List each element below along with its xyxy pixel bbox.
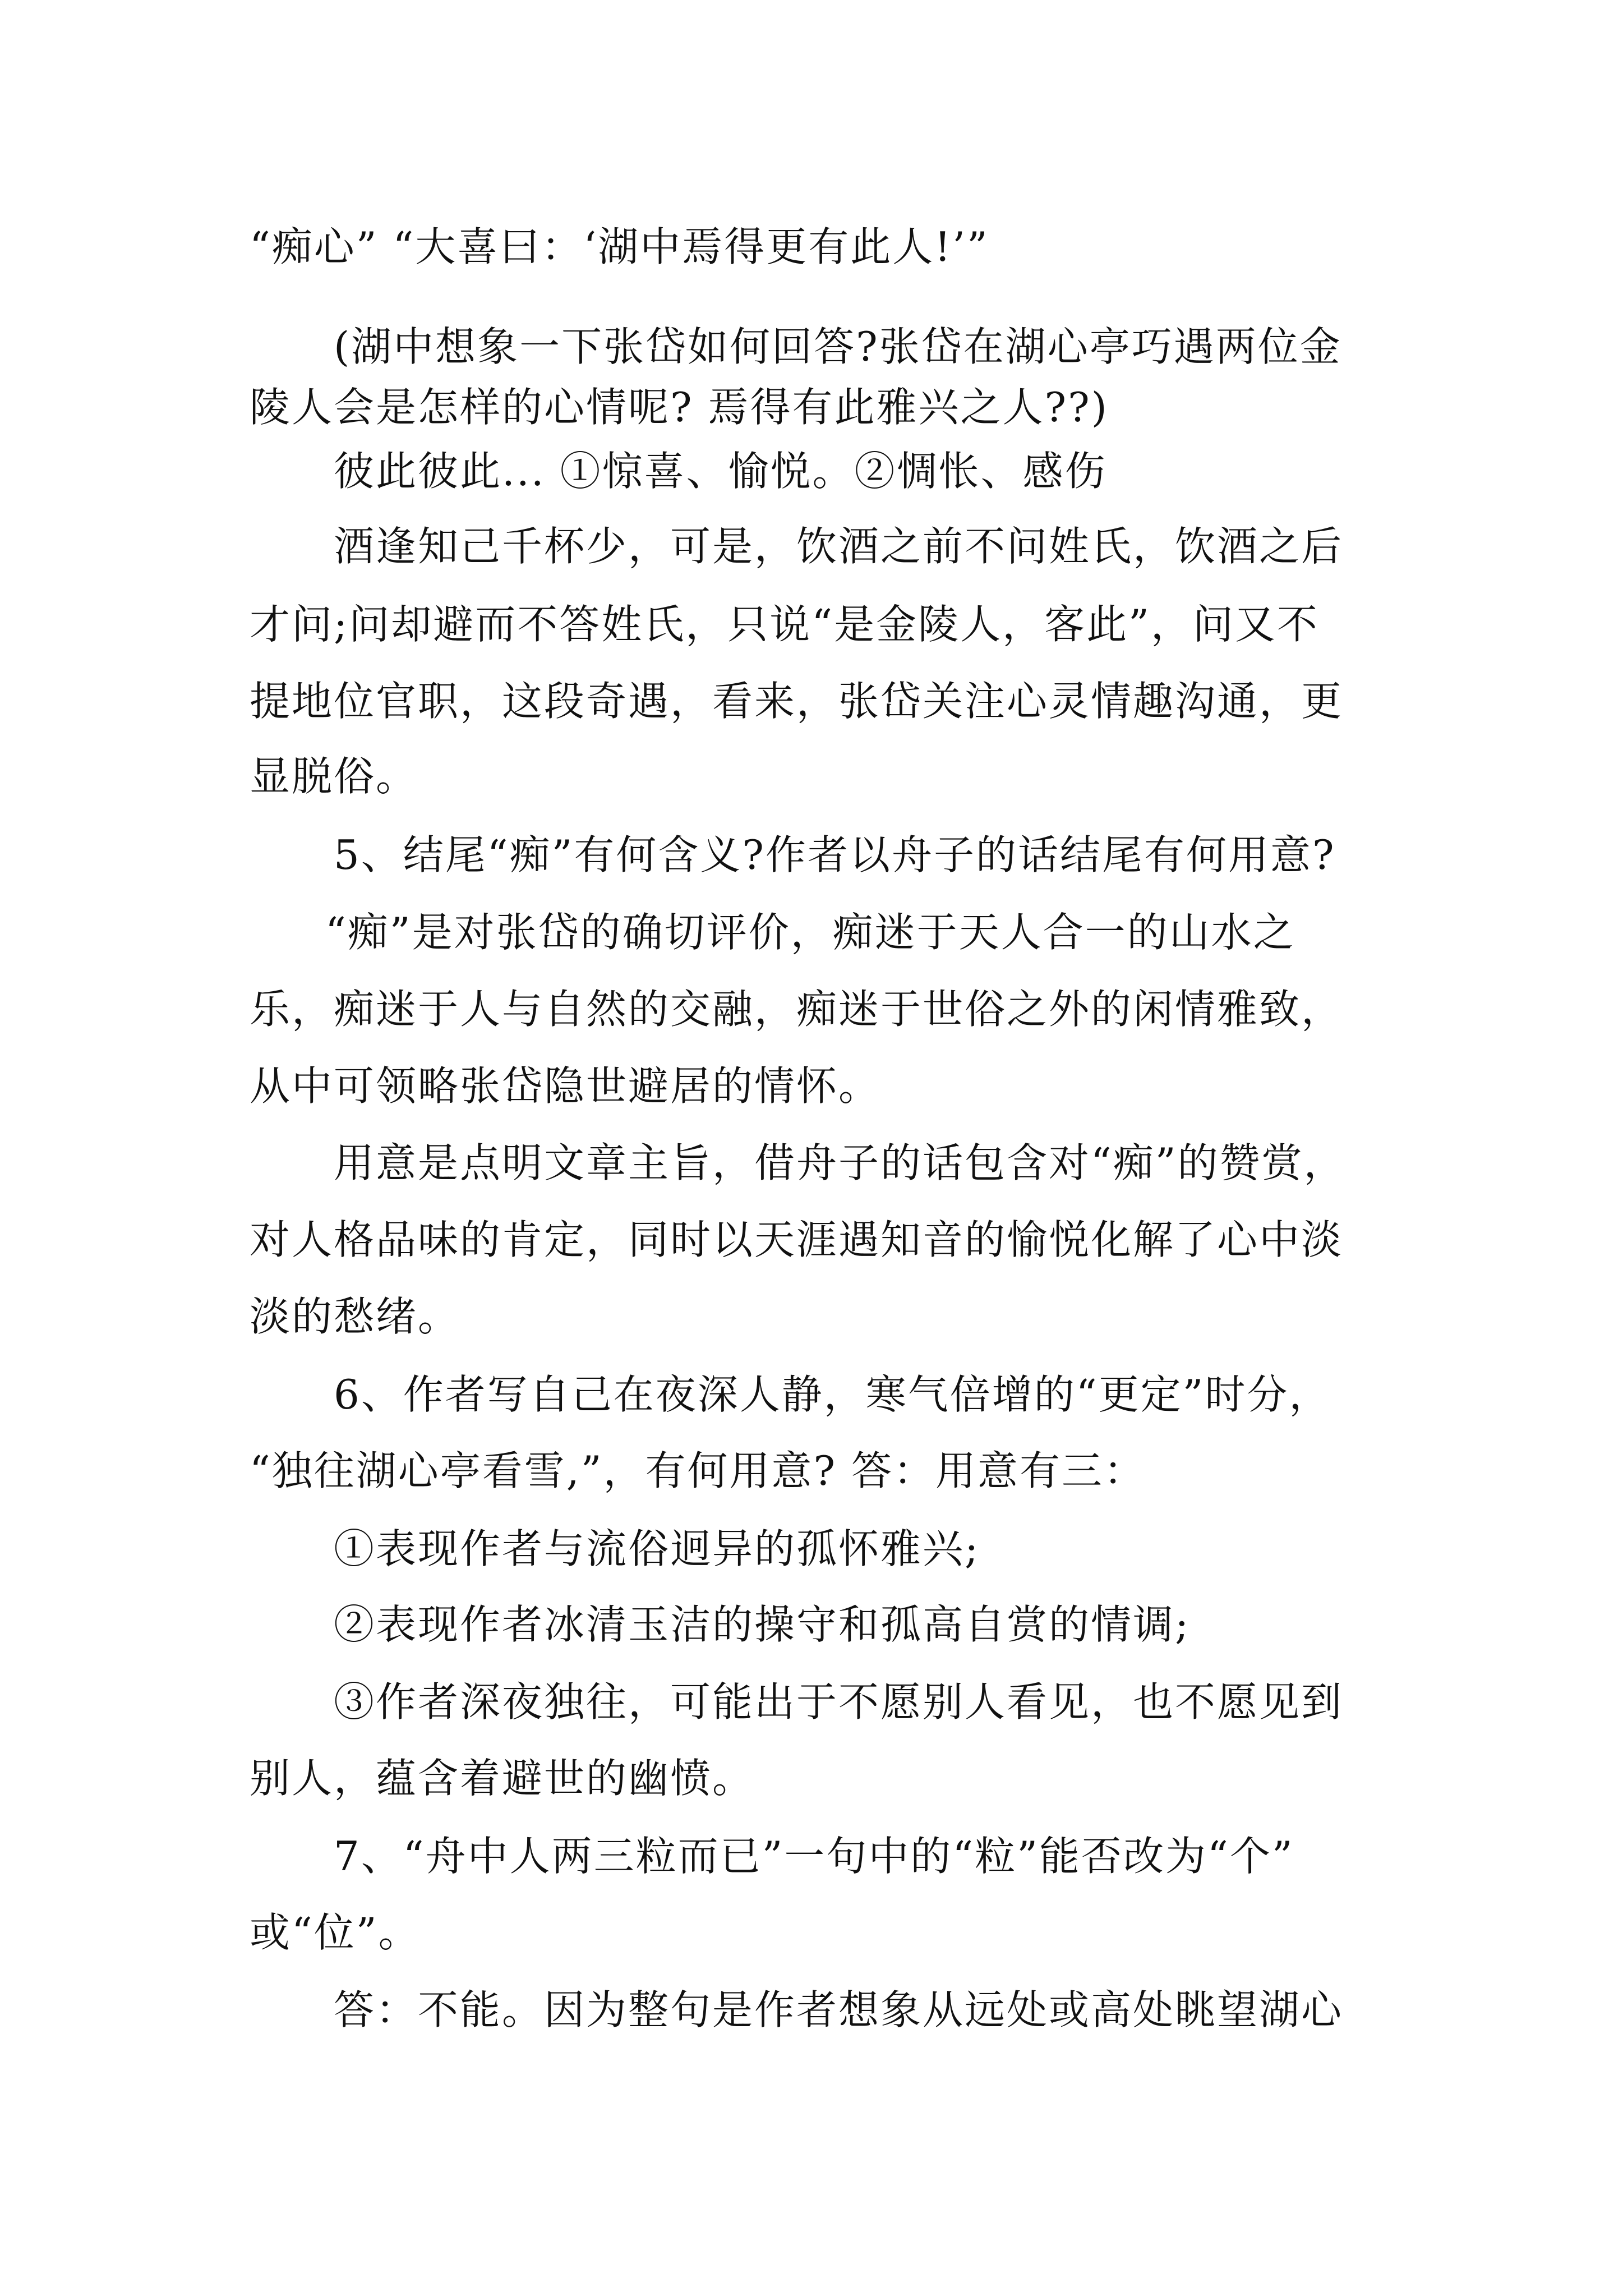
text-line-24: 答：不能。因为整句是作者想象从远处或高处眺望湖心 xyxy=(334,1986,1344,2033)
text-line-11: 乐，痴迷于人与自然的交融，痴迷于世俗之外的闲情雅致， xyxy=(250,986,1344,1033)
text-line-4: 彼此彼此... ①惊喜、愉悦。②惆怅、感伤 xyxy=(334,448,1107,495)
text-line-16: 6、作者写自己在夜深人静，寒气倍增的“更定”时分， xyxy=(334,1371,1331,1418)
text-line-2: (湖中想象一下张岱如何回答?张岱在湖心亭巧遇两位金 xyxy=(334,323,1342,370)
text-line-13: 用意是点明文章主旨，借舟子的话包含对“痴”的赞赏， xyxy=(334,1139,1346,1186)
text-line-15: 淡的愁绪。 xyxy=(250,1293,460,1340)
text-line-6: 才问;问却避而不答姓氏，只说“是金陵人，客此”，问又不 xyxy=(250,601,1319,648)
text-line-8: 显脱俗。 xyxy=(250,753,418,800)
text-line-14: 对人格品味的肯定，同时以天涯遇知音的愉悦化解了心中淡 xyxy=(250,1216,1344,1263)
text-line-10: “痴”是对张岱的确切评价，痴迷于天人合一的山水之 xyxy=(325,909,1295,956)
text-line-3: 陵人会是怎样的心情呢? 焉得有此雅兴之人??) xyxy=(250,384,1109,431)
text-line-23: 或“位”。 xyxy=(250,1909,421,1956)
text-line-1: “痴心” “大喜曰：‘湖中焉得更有此人!’” xyxy=(250,223,989,270)
text-line-9: 5、结尾“痴”有何含义?作者以舟子的话结尾有何用意? xyxy=(334,831,1336,878)
text-line-18: ①表现作者与流俗迥异的孤怀雅兴; xyxy=(334,1525,980,1572)
text-line-19: ②表现作者冰清玉洁的操守和孤高自赏的情调; xyxy=(334,1601,1191,1648)
text-line-22: 7、“舟中人两三粒而已”一句中的“粒”能否改为“个” xyxy=(334,1833,1294,1880)
text-line-5: 酒逢知己千杯少，可是，饮酒之前不问姓氏，饮酒之后 xyxy=(334,523,1344,570)
text-line-20: ③作者深夜独往，可能出于不愿别人看见，也不愿见到 xyxy=(334,1678,1344,1726)
text-line-7: 提地位官职，这段奇遇，看来，张岱关注心灵情趣沟通，更 xyxy=(250,678,1344,725)
text-line-12: 从中可领略张岱隐世避居的情怀。 xyxy=(250,1062,881,1110)
text-line-21: 别人，蕴含着避世的幽愤。 xyxy=(250,1755,755,1802)
text-line-17: “独往湖心亭看雪,”，有何用意? 答：用意有三： xyxy=(250,1447,1146,1494)
